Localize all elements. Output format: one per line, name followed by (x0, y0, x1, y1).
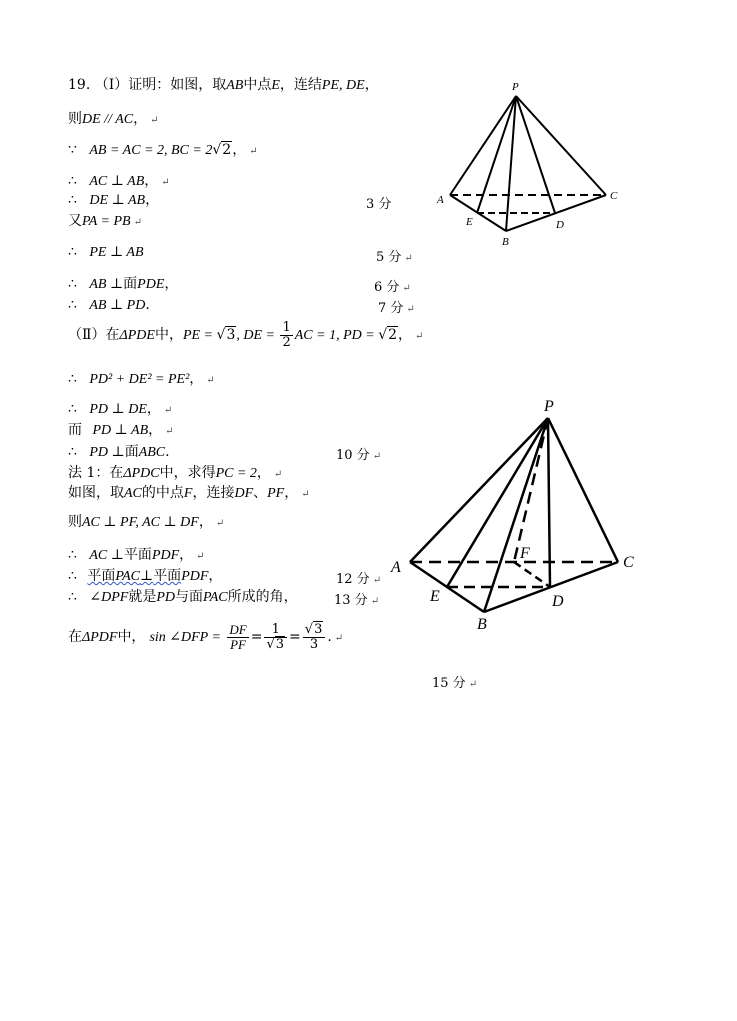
math: PDF (181, 569, 209, 584)
sqrt-sign: √ (378, 327, 388, 343)
score-text: 15 分 (432, 676, 466, 691)
text: ，连接 (192, 485, 235, 501)
math: F (183, 486, 193, 501)
proof-line-7 (68, 243, 144, 262)
text: 的中点 (141, 485, 184, 501)
proof-line-15 (68, 464, 282, 484)
score-text: 10 分 (336, 448, 370, 463)
math: DE ⊥ AB (89, 193, 146, 208)
text: ， (198, 514, 213, 530)
math: PD² + DE² = PE² (89, 372, 190, 387)
radicand: 3 (275, 636, 285, 652)
proof-line-18 (68, 546, 205, 566)
sqrt-sign: √ (212, 142, 222, 158)
text: 而 (68, 422, 82, 438)
therefore-symbol: ∴ (68, 244, 77, 260)
therefore-symbol: ∴ (68, 276, 77, 292)
text: ， (164, 276, 179, 292)
score-text: 6 分 (374, 280, 400, 295)
math: E (271, 78, 280, 93)
label-P: P (544, 398, 554, 415)
score-text: 12 分 (336, 572, 370, 587)
problem-number: 19. (68, 77, 91, 93)
text: ， (179, 547, 194, 563)
math: AC ⊥ (89, 548, 124, 563)
return-mark: ↵ (415, 331, 424, 342)
text: 面 (124, 444, 139, 460)
text: ， (232, 142, 247, 158)
score-3 (366, 193, 391, 212)
therefore-symbol: ∴ (68, 589, 77, 605)
math: PA = PB (82, 214, 131, 229)
label-C: C (610, 190, 618, 202)
label-D: D (556, 219, 564, 231)
therefore-symbol: ∴ (68, 401, 77, 417)
proof-line-9 (68, 296, 150, 315)
return-mark: ↵ (372, 451, 382, 462)
math: PDF (151, 548, 180, 563)
edge-PA (410, 418, 548, 562)
text: 又 (68, 213, 82, 229)
return-mark: ↵ (161, 177, 170, 188)
text: 如图，取 (68, 485, 124, 501)
text: ， (284, 485, 299, 501)
math: sin ∠DFP = (149, 630, 221, 645)
edge-PB (506, 96, 516, 231)
math: ⊥ (140, 568, 154, 584)
math: PE, DE (321, 78, 365, 93)
text: 面 (123, 276, 138, 292)
math: 2 (388, 327, 398, 343)
proof-line-13 (68, 421, 174, 441)
label-P: P (512, 81, 519, 93)
text: ， (189, 371, 204, 387)
proof-line-16 (68, 484, 310, 504)
score-text: 13 分 (334, 593, 368, 608)
math: PD ⊥ DE (89, 402, 147, 417)
return-mark: ↵ (406, 304, 415, 315)
therefore-symbol: ∴ (68, 547, 77, 563)
therefore-symbol: ∴ (68, 173, 77, 189)
numerator: 1 (282, 319, 291, 335)
pyramid-svg-large (388, 395, 648, 635)
math: ABC (138, 445, 166, 460)
label-C: C (623, 554, 634, 571)
return-mark: ↵ (334, 633, 344, 644)
math: AC ⊥ PF, AC ⊥ DF (82, 515, 199, 530)
text: 法 1：在 (68, 465, 124, 481)
therefore-symbol: ∴ (68, 192, 77, 208)
fraction-1-sqrt3 (264, 623, 287, 652)
numerator: 1 (264, 623, 287, 638)
label-F: F (520, 545, 530, 562)
text: ， (148, 422, 163, 438)
proof-line-17 (68, 513, 224, 533)
edge-PA (450, 96, 516, 195)
proof-line-6 (68, 212, 142, 232)
return-mark: ↵ (165, 426, 174, 437)
numerator: √3 (303, 623, 326, 638)
text: . (327, 629, 332, 645)
return-mark: ↵ (215, 518, 225, 529)
edge-PC (548, 418, 618, 562)
return-mark: ↵ (404, 253, 413, 264)
text: = (289, 629, 301, 645)
therefore-symbol: ∴ (68, 568, 77, 584)
score-7 (378, 297, 415, 316)
proof-line-20 (68, 588, 298, 607)
math: PD ⊥ AB (92, 423, 149, 438)
label-B: B (502, 236, 509, 248)
return-mark: ↵ (206, 375, 215, 386)
text: 中点 (243, 77, 272, 93)
return-mark: ↵ (196, 551, 205, 562)
math: 2 (222, 142, 232, 158)
fraction-df-pf (227, 623, 248, 652)
radicand: 3 (314, 621, 323, 637)
text: 中， (154, 327, 183, 343)
text: 与面 (175, 589, 203, 605)
proof-line-19 (68, 567, 222, 586)
math: AB ⊥ PD (89, 298, 146, 313)
math: , DE = (236, 328, 279, 343)
math: PDE (137, 277, 165, 292)
return-mark: ↵ (163, 405, 173, 416)
text: ， (398, 327, 413, 343)
denominator: 2 (282, 334, 291, 350)
text: （Ⅰ）证明：如图，取 (94, 77, 227, 93)
label-A: A (391, 559, 401, 576)
text: ，连结 (279, 77, 322, 93)
text: 平面 (153, 568, 182, 584)
denominator: 3 (309, 636, 319, 652)
proof-line-2 (68, 110, 158, 130)
text: = (250, 629, 263, 645)
score-13 (334, 589, 379, 608)
proof-line-21 (68, 618, 343, 658)
math: AB (226, 78, 244, 93)
return-mark: ↵ (468, 679, 478, 690)
proof-line-1 (68, 76, 379, 95)
return-mark: ↵ (370, 596, 380, 607)
fraction-half (280, 321, 292, 350)
fraction-sqrt3-3 (303, 623, 326, 652)
because-symbol: ∵ (68, 142, 77, 158)
text: 则 (68, 514, 82, 530)
therefore-symbol: ∴ (68, 371, 77, 387)
math: PE = (182, 328, 217, 343)
label-E: E (466, 216, 473, 228)
math: ΔPDF (82, 630, 118, 645)
return-mark: ↵ (301, 489, 310, 500)
text: ， (145, 192, 160, 208)
text: 所成的角， (227, 589, 298, 605)
return-mark: ↵ (150, 115, 159, 126)
math: PF (267, 486, 285, 501)
pyramid-figure-large (388, 395, 648, 635)
return-mark: ↵ (133, 217, 142, 228)
math: AC ⊥ AB (89, 174, 145, 189)
math: PE ⊥ AB (89, 245, 144, 260)
label-E: E (430, 588, 440, 605)
text: 平面 (123, 547, 152, 563)
math: 3 (226, 327, 236, 343)
score-15 (432, 672, 477, 691)
text: ， (364, 77, 379, 93)
text: 在 (68, 629, 82, 645)
text: . (145, 297, 150, 313)
text: ， (133, 111, 148, 127)
math: ΔPDE (119, 328, 155, 343)
sqrt-sign: √ (216, 327, 226, 343)
proof-line-3 (68, 141, 258, 161)
math: PC = 2 (215, 466, 257, 481)
pyramid-svg-small (430, 76, 630, 256)
text: . (165, 444, 170, 460)
edge-PC (516, 96, 606, 195)
math: ΔPDC (123, 466, 160, 481)
math: AC = 1, PD = (294, 328, 379, 343)
score-text: 7 分 (378, 301, 404, 316)
math: AB ⊥ (89, 277, 124, 292)
math: AC (124, 486, 142, 501)
return-mark: ↵ (249, 146, 258, 157)
math: ∠DPF (89, 590, 129, 605)
proof-line-14 (68, 443, 170, 462)
math: AB = AC = 2, BC = 2 (89, 143, 213, 158)
proof-line-5 (68, 191, 159, 210)
score-text: 3 分 (366, 197, 392, 212)
text: 、 (253, 485, 268, 501)
text: 中， (117, 629, 146, 645)
return-mark: ↵ (273, 469, 283, 480)
proof-line-4 (68, 172, 170, 192)
therefore-symbol: ∴ (68, 297, 77, 313)
denominator: PF (230, 636, 246, 652)
text: ， (256, 465, 271, 481)
edge-PB (484, 418, 548, 612)
text: 就是 (128, 589, 157, 605)
denominator: √3 (266, 636, 285, 652)
score-12 (336, 568, 381, 587)
numerator: DF (229, 621, 247, 637)
math: PAC (203, 590, 228, 605)
text: ， (144, 173, 159, 189)
score-5 (376, 246, 413, 265)
text: ， (208, 568, 223, 584)
proof-line-10 (68, 318, 423, 354)
math: DE // AC (82, 112, 134, 127)
edge-PF-dashed (514, 418, 548, 562)
text: 则 (68, 111, 82, 127)
text: （Ⅱ）在 (68, 327, 120, 343)
math: DF (234, 486, 254, 501)
pyramid-figure-small (430, 76, 630, 256)
edge-FD-dashed (514, 562, 550, 587)
math: PAC (115, 569, 141, 584)
math: PD (156, 590, 175, 605)
text: 中，求得 (159, 465, 216, 481)
proof-line-8 (68, 275, 178, 294)
score-text: 5 分 (376, 250, 402, 265)
therefore-symbol: ∴ (68, 444, 77, 460)
math: PD ⊥ (89, 445, 125, 460)
text: ， (146, 401, 161, 417)
return-mark: ↵ (372, 575, 382, 586)
text: 平面 (87, 568, 116, 584)
label-D: D (552, 593, 564, 610)
score-10 (336, 444, 381, 463)
proof-line-11 (68, 370, 215, 390)
label-B: B (477, 616, 487, 633)
score-6 (374, 276, 411, 295)
return-mark: ↵ (402, 283, 411, 294)
proof-line-12 (68, 400, 172, 420)
label-A: A (437, 194, 444, 206)
